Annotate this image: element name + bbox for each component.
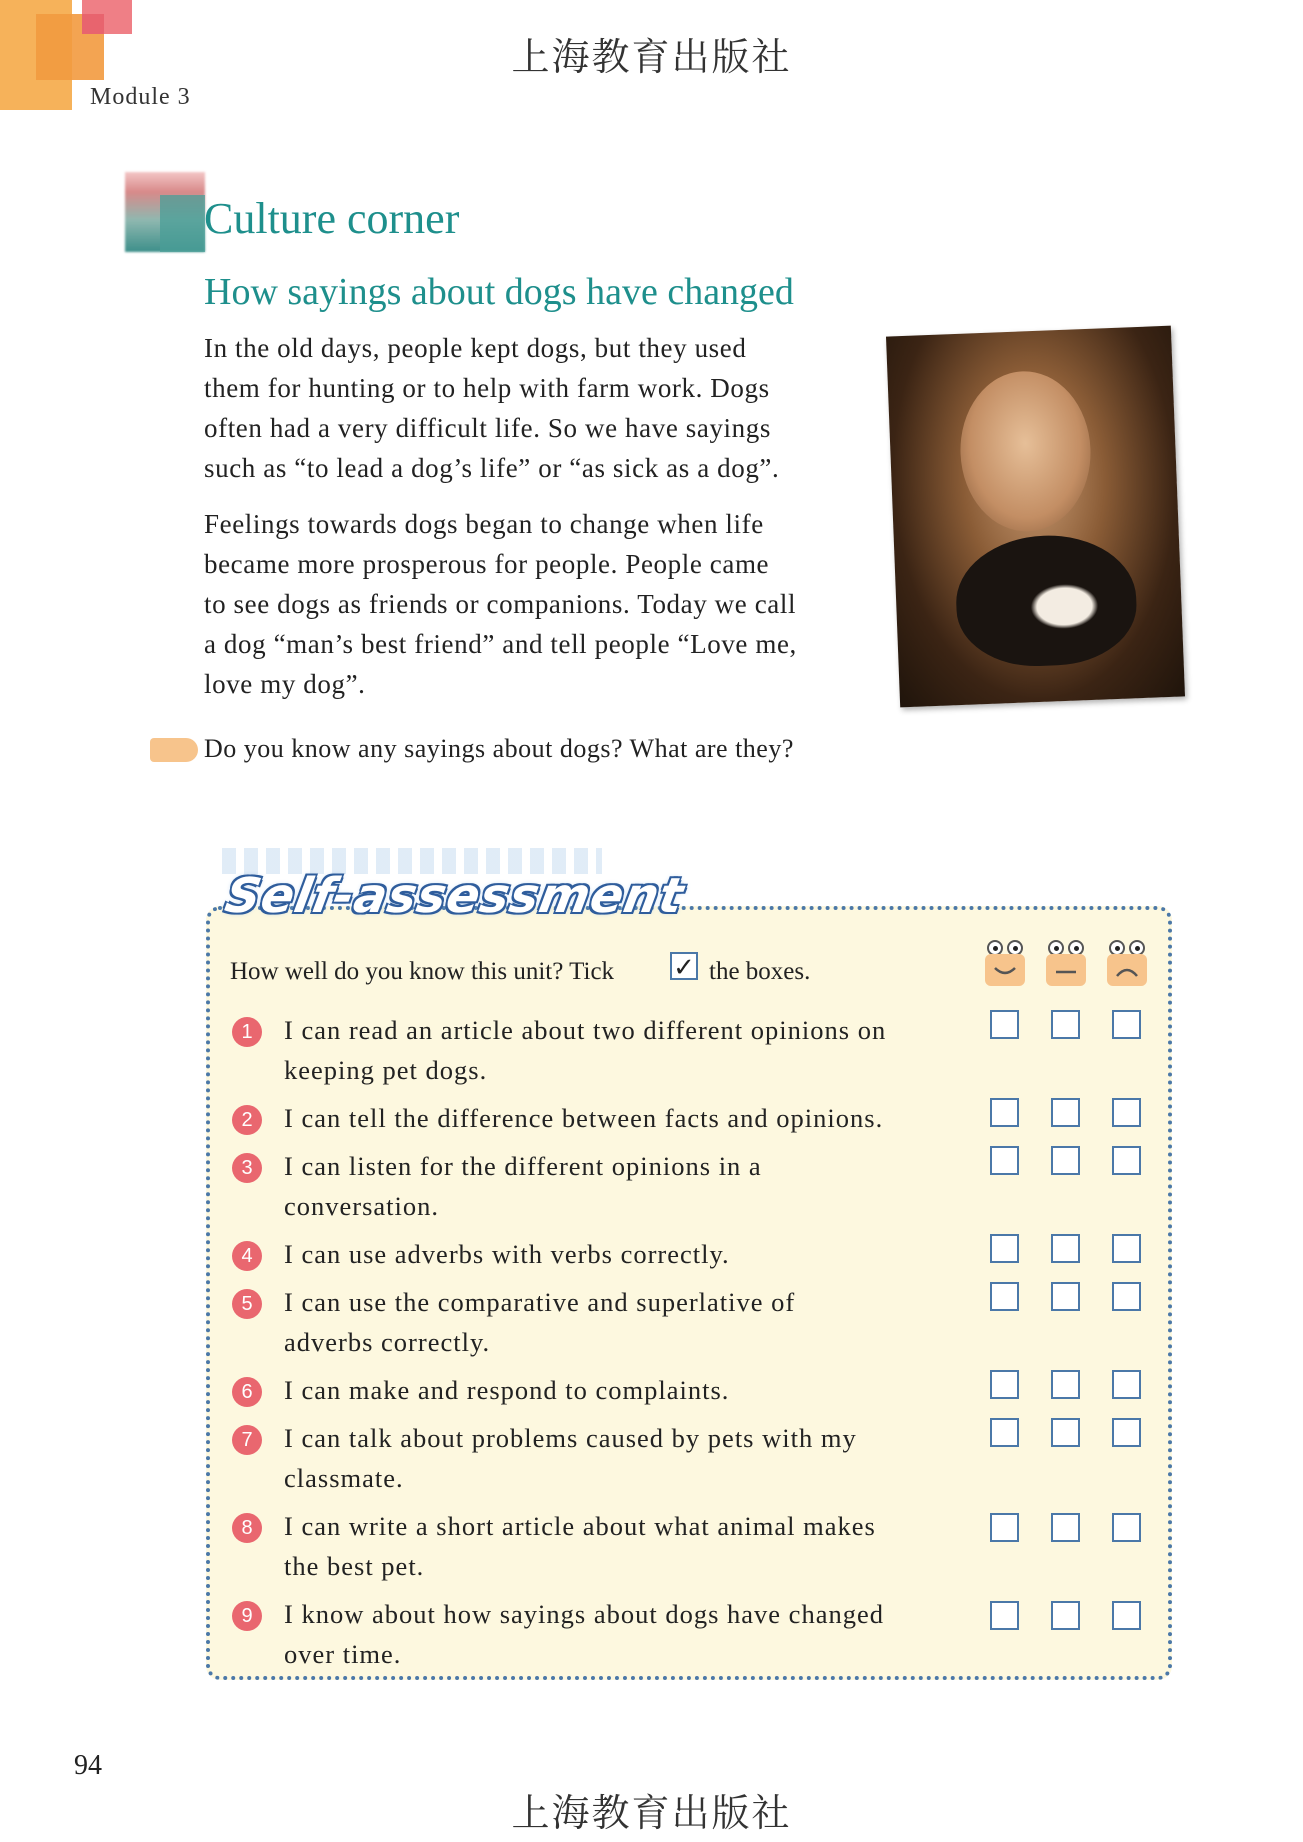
instruction-text-end: the boxes.: [709, 958, 811, 985]
sad-face-icon: [1105, 940, 1149, 990]
checkbox-good[interactable]: [990, 1513, 1019, 1542]
text-line: became more prosperous for people. People came: [204, 549, 770, 579]
article-paragraph-1: [204, 328, 904, 488]
neutral-face-icon: [1044, 940, 1088, 990]
item-number: 6: [232, 1377, 262, 1407]
item-number: 3: [232, 1153, 262, 1183]
assessment-item-9: [284, 1594, 984, 1674]
assessment-item-5: [284, 1282, 984, 1362]
text-line: keeping pet dogs.: [284, 1055, 488, 1085]
item-number: 4: [232, 1241, 262, 1271]
text-line: Feelings towards dogs began to change when life: [204, 509, 764, 539]
checkbox-poor[interactable]: [1112, 1370, 1141, 1399]
checkbox-ok[interactable]: [1051, 1282, 1080, 1311]
question-marker: [150, 738, 198, 762]
text-line: often had a very difficult life. So we have sayings: [204, 413, 771, 443]
checkbox-poor[interactable]: [1112, 1146, 1141, 1175]
publisher-footer: 上海教育出版社: [511, 1793, 792, 1835]
assessment-item-2: [284, 1098, 984, 1138]
text-line: the best pet.: [284, 1551, 425, 1581]
item-number: 7: [232, 1425, 262, 1455]
text-line: classmate.: [284, 1463, 404, 1493]
photo-girl: [957, 369, 1093, 534]
checkbox-ok[interactable]: [1051, 1601, 1080, 1630]
text-line: to see dogs as friends or companions. Today we call: [204, 589, 797, 619]
checkbox-good[interactable]: [990, 1010, 1019, 1039]
text-line: I can read an article about two different opinions on: [284, 1015, 887, 1045]
item-number: 8: [232, 1513, 262, 1543]
item-number: 9: [232, 1601, 262, 1631]
checkbox-poor[interactable]: [1112, 1234, 1141, 1263]
assessment-item-1: [284, 1010, 984, 1090]
item-number: 2: [232, 1105, 262, 1135]
checkbox-poor[interactable]: [1112, 1098, 1141, 1127]
checkbox-good[interactable]: [990, 1098, 1019, 1127]
checkbox-good[interactable]: [990, 1601, 1019, 1630]
item-number: 1: [232, 1017, 262, 1047]
text-line: I can talk about problems caused by pets with my: [284, 1423, 857, 1453]
tick-example-box: ✓: [670, 952, 698, 980]
checkbox-ok[interactable]: [1051, 1418, 1080, 1447]
checkbox-good[interactable]: [990, 1282, 1019, 1311]
checkbox-ok[interactable]: [1051, 1010, 1080, 1039]
publisher-header: 上海教育出版社: [511, 37, 792, 79]
assessment-item-7: [284, 1418, 984, 1498]
page-number: 94: [74, 1750, 102, 1781]
article-title: How sayings about dogs have changed: [204, 271, 794, 313]
assessment-item-8: [284, 1506, 984, 1586]
checkbox-good[interactable]: [990, 1234, 1019, 1263]
item-number: 5: [232, 1289, 262, 1319]
text-line: over time.: [284, 1639, 402, 1669]
checkbox-good[interactable]: [990, 1418, 1019, 1447]
text-line: I know about how sayings about dogs have changed: [284, 1599, 884, 1629]
checkbox-poor[interactable]: [1112, 1601, 1141, 1630]
text-line: adverbs correctly.: [284, 1327, 491, 1357]
text-line: love my dog”.: [204, 669, 366, 699]
checkbox-poor[interactable]: [1112, 1010, 1141, 1039]
text-line: conversation.: [284, 1191, 440, 1221]
section-marker-overlay: [160, 195, 205, 252]
checkbox-good[interactable]: [990, 1370, 1019, 1399]
discussion-question: Do you know any sayings about dogs? What are they?: [204, 734, 794, 763]
girl-with-dog-photo: [886, 326, 1185, 708]
checkbox-ok[interactable]: [1051, 1234, 1080, 1263]
text-line: I can listen for the different opinions in a: [284, 1151, 762, 1181]
checkbox-ok[interactable]: [1051, 1146, 1080, 1175]
text-line: a dog “man’s best friend” and tell people “Love me,: [204, 629, 797, 659]
section-title: Culture corner: [204, 194, 460, 243]
checkbox-ok[interactable]: [1051, 1098, 1080, 1127]
assessment-item-6: [284, 1370, 984, 1410]
checkbox-good[interactable]: [990, 1146, 1019, 1175]
text-line: I can use adverbs with verbs correctly.: [284, 1239, 730, 1269]
checkbox-poor[interactable]: [1112, 1282, 1141, 1311]
assessment-item-3: [284, 1146, 984, 1226]
text-line: such as “to lead a dog’s life” or “as sick as a dog”.: [204, 453, 780, 483]
checkbox-poor[interactable]: [1112, 1513, 1141, 1542]
module-label: Module 3: [90, 84, 191, 110]
text-line: I can write a short article about what animal makes: [284, 1511, 876, 1541]
text-line: I can use the comparative and superlative of: [284, 1287, 796, 1317]
text-line: In the old days, people kept dogs, but they used: [204, 333, 747, 363]
text-line: I can make and respond to complaints.: [284, 1375, 730, 1405]
photo-dog: [954, 532, 1139, 669]
smile-face-icon: [983, 940, 1027, 990]
checkbox-ok[interactable]: [1051, 1370, 1080, 1399]
checkbox-poor[interactable]: [1112, 1418, 1141, 1447]
instruction-text: How well do you know this unit? Tick: [230, 958, 615, 985]
self-assessment-title: Self-assessment: [221, 868, 689, 924]
assessment-item-4: [284, 1234, 984, 1274]
text-line: I can tell the difference between facts and opinions.: [284, 1103, 884, 1133]
text-line: them for hunting or to help with farm work. Dogs: [204, 373, 770, 403]
article-paragraph-2: [204, 504, 904, 704]
checkbox-ok[interactable]: [1051, 1513, 1080, 1542]
